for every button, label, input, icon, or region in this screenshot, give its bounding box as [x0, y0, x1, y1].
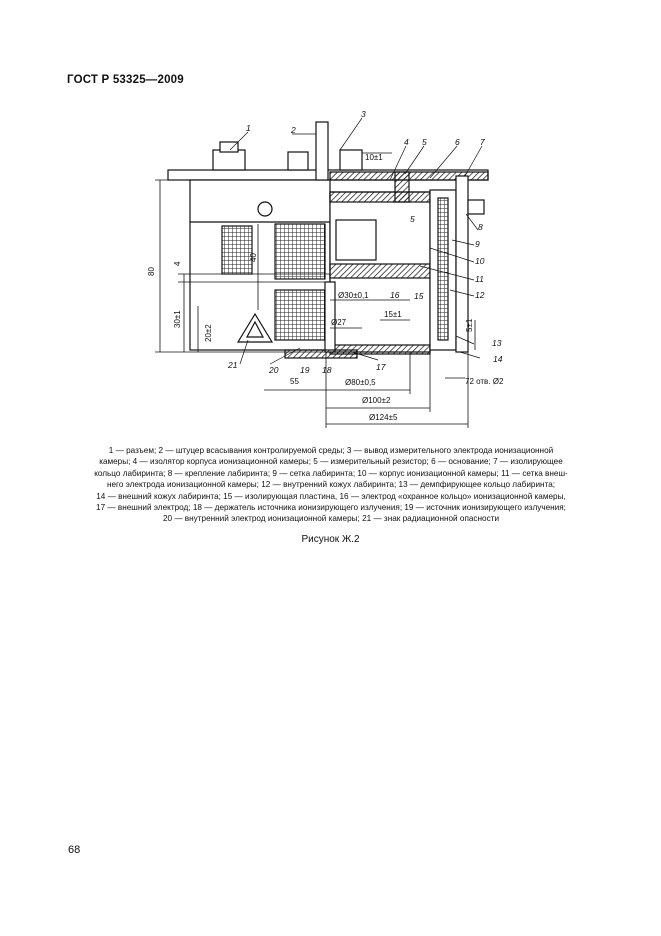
dim-40: 40 — [249, 253, 258, 262]
figure-legend — [70, 445, 592, 525]
dim-d124: Ø124±5 — [369, 413, 398, 422]
dim-d80: Ø80±0,5 — [345, 378, 376, 387]
legend-line: него электрода ионизационной камеры; 12 — внутренний кожух лабиринта; 13 — демпфирующее кольцо лабиринта; — [106, 480, 556, 490]
legend-line: 20 — внутренний электрод ионизационной камеры; 21 — знак радиационной опасности — [162, 514, 500, 524]
callout-8: 8 — [478, 222, 483, 232]
callout-9: 9 — [475, 239, 480, 249]
callout-20: 20 — [269, 365, 279, 375]
callout-11: 11 — [475, 274, 484, 284]
dim-30: 30±1 — [173, 310, 182, 328]
callout-19: 19 — [300, 365, 310, 375]
legend-line: 14 — внешний кожух лабиринта; 15 — изолирующая пластина, 16 — электрод «охранное кольцо» ионизационной камеры, — [96, 491, 566, 501]
callout-4: 4 — [404, 137, 409, 147]
callout-5-inner: 5 — [410, 214, 415, 224]
dim-80: 80 — [147, 267, 156, 276]
dim-4: 4 — [173, 261, 182, 266]
callout-21: 21 — [228, 360, 238, 370]
callout-15: 15 — [414, 291, 424, 301]
legend-line: камеры; 4 — изолятор корпуса ионизационной камеры; 5 — измерительный резистор; 6 — основание; 7 — изолирующее — [99, 457, 563, 467]
dim-d100: Ø100±2 — [362, 396, 391, 405]
dim-holes: 72 отв. Ø2 — [465, 377, 504, 386]
callout-10: 10 — [475, 256, 485, 266]
dim-10: 10±1 — [365, 153, 383, 162]
callout-2: 2 — [291, 125, 296, 135]
callout-6: 6 — [455, 137, 460, 147]
callout-13: 13 — [492, 338, 502, 348]
dim-15: 15±1 — [384, 310, 402, 319]
callout-5: 5 — [422, 137, 427, 147]
technical-drawing — [0, 0, 661, 440]
dim-5: 5±1 — [465, 318, 474, 332]
callout-17: 17 — [376, 362, 386, 372]
callout-12: 12 — [475, 290, 485, 300]
callout-3: 3 — [361, 109, 366, 119]
page-number: 68 — [68, 844, 81, 856]
figure-caption: Рисунок Ж.2 — [301, 534, 360, 545]
document-header: ГОСТ Р 53325—2009 — [67, 74, 184, 86]
device-body — [168, 122, 488, 358]
dim-d30: Ø30±0,1 — [338, 291, 369, 300]
dim-d27: Ø27 — [331, 318, 347, 327]
callout-1: 1 — [246, 123, 251, 133]
callout-7: 7 — [480, 137, 485, 147]
callout-16: 16 — [390, 290, 400, 300]
legend-line: 1 — разъем; 2 — штуцер всасывания контролируемой среды; 3 — вывод измерительного электрода ионизационной — [108, 446, 554, 455]
callout-14: 14 — [493, 354, 503, 364]
legend-line: 17 — внешний электрод; 18 — держатель источника ионизирующего излучения; 19 — источник ионизирующего излучения; — [96, 503, 566, 513]
legend-line: кольцо лабиринта; 8 — крепление лабиринта; 9 — сетка лабиринта; 10 — корпус ионизационной камеры; 11 — сетка внеш- — [94, 468, 568, 478]
dim-20: 20±2 — [204, 324, 213, 342]
dim-55: 55 — [290, 377, 299, 386]
callout-18: 18 — [322, 365, 332, 375]
